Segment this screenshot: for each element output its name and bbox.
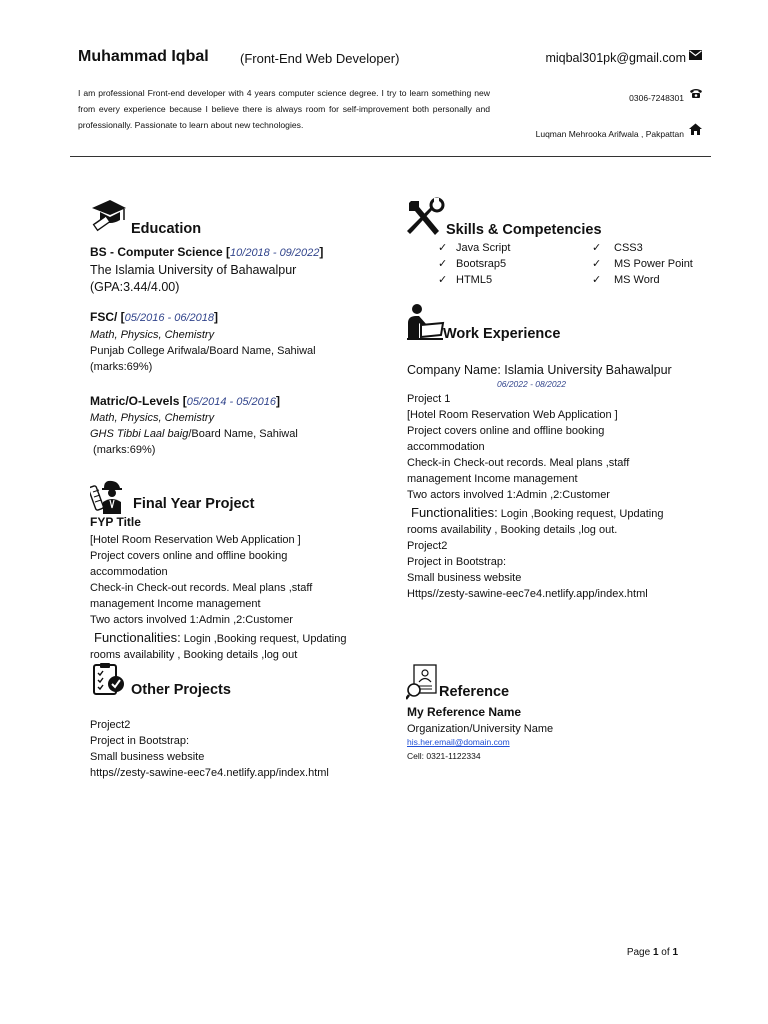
fyp-line: Project covers online and offline booking [90, 550, 288, 562]
check-icon: ✓ [592, 258, 602, 270]
reference-org: Organization/University Name [407, 723, 554, 735]
fyp-title: Final Year Project [133, 496, 255, 512]
work-line: management Income management [407, 473, 578, 485]
reference-cell: Cell: 0321-1122334 [407, 751, 481, 761]
skill-item: ✓ Bootsrap5 [438, 258, 507, 270]
skill-item: ✓ MS Word [592, 274, 660, 286]
other-project-line: Small business website [90, 751, 205, 763]
skill-item: ✓ Java Script [438, 242, 511, 254]
check-icon: ✓ [438, 242, 448, 254]
fyp-line: Two actors involved 1:Admin ,2:Customer [90, 614, 293, 626]
other-project-line: Project2 [90, 719, 131, 731]
work-functionalities: Functionalities: Login ,Booking request, Updating [411, 505, 664, 520]
education-matric-marks: (marks:69%) [90, 444, 156, 456]
fyp-line: [Hotel Room Reservation Web Application ] [90, 534, 301, 546]
work-line: Project2 [407, 540, 448, 552]
other-projects-title: Other Projects [131, 682, 231, 698]
graduation-cap-icon [90, 198, 128, 234]
education-degree-fsc: FSC/ [05/2016 - 06/2018] [90, 310, 218, 324]
check-icon: ✓ [438, 258, 448, 270]
other-project-url[interactable]: https//zesty-sawine-eec7e4.netlify.app/index.html [90, 767, 329, 779]
other-projects-list [90, 717, 329, 781]
other-project-line: Project in Bootstrap: [90, 735, 190, 747]
work-dates: 06/2022 - 08/2022 [497, 379, 567, 389]
education-university: The Islamia University of Bahawalpur [90, 263, 297, 277]
skill-item: ✓ HTML5 [438, 274, 493, 286]
work-line: Check-in Check-out records. Meal plans ,staff [407, 457, 630, 469]
work-company: Company Name: Islamia University Bahawalpur [407, 363, 672, 377]
fyp-line: rooms availability , Booking details ,log out [90, 649, 298, 661]
work-line: accommodation [407, 441, 485, 453]
contact-email[interactable]: miqbal301pk@gmail.com [545, 51, 686, 65]
work-title: Work Experience [443, 326, 561, 342]
work-line: Two actors involved 1:Admin ,2:Customer [407, 489, 610, 501]
reference-email-link[interactable]: his.her.email@domain.com [407, 737, 510, 747]
education-fsc-marks: (marks:69%) [90, 361, 153, 373]
envelope-icon [689, 50, 702, 60]
fyp-description [90, 532, 390, 663]
work-line: Project 1 [407, 393, 451, 405]
resume-search-icon [406, 664, 438, 700]
work-description [407, 391, 707, 602]
fyp-line: Check-in Check-out records. Meal plans ,staff [90, 582, 313, 594]
education-title: Education [131, 221, 202, 237]
home-icon [689, 123, 702, 135]
fyp-line: management Income management [90, 598, 261, 610]
tools-icon [405, 197, 445, 239]
fyp-functionalities: Functionalities: Login ,Booking request, Updating [94, 630, 347, 645]
check-icon: ✓ [592, 242, 602, 254]
work-line: Project in Bootstrap: [407, 556, 507, 568]
work-line: rooms availability , Booking details ,log out. [407, 524, 618, 536]
worker-icon [90, 478, 128, 514]
education-fsc-subjects: Math, Physics, Chemistry [90, 329, 215, 341]
fyp-subtitle: FYP Title [90, 515, 141, 529]
skills-title: Skills & Competencies [446, 222, 602, 238]
check-icon: ✓ [438, 274, 448, 286]
contact-address: Luqman Mehrooka Arifwala , Pakpattan [535, 129, 684, 139]
education-fsc-institution: Punjab College Arifwala/Board Name, Sahiwal [90, 345, 316, 357]
page-indicator: Page 1 of 1 [626, 947, 678, 958]
checklist-icon [92, 662, 126, 696]
education-matric-subjects: Math, Physics, Chemistry [90, 412, 215, 424]
education-degree-bs: BS - Computer Science [10/2018 - 09/2022] [90, 245, 324, 259]
work-line: [Hotel Room Reservation Web Application ] [407, 409, 618, 421]
work-project-url[interactable]: Https//zesty-sawine-eec7e4.netlify.app/index.html [407, 588, 648, 600]
work-line: Small business website [407, 572, 522, 584]
profile-summary: I am professional Front-end developer with 4 years computer science degree. I try to learn something new from every experience because I believe there is always room for self-improvement both personally and professionally. Passionate to learn about new technologies. [78, 88, 490, 130]
skill-item: ✓ MS Power Point [592, 258, 693, 270]
check-icon: ✓ [592, 274, 602, 286]
education-gpa: (GPA:3.44/4.00) [90, 280, 180, 294]
contact-phone: 0306-7248301 [629, 93, 684, 103]
education-degree-matric: Matric/O-Levels [05/2014 - 05/2016] [90, 394, 281, 408]
reference-title: Reference [439, 684, 510, 700]
work-line: Project covers online and offline booking [407, 425, 605, 437]
resume-name: Muhammad Iqbal [78, 48, 209, 65]
reference-name: My Reference Name [407, 705, 522, 719]
resume-role: (Front-End Web Developer) [240, 51, 400, 66]
presenter-icon [405, 303, 445, 341]
header-divider [70, 156, 711, 157]
skill-item: ✓ CSS3 [592, 242, 643, 254]
education-matric-institution: GHS Tibbi Laal baig/Board Name, Sahiwal [90, 428, 298, 440]
telephone-icon [689, 88, 703, 98]
fyp-line: accommodation [90, 566, 168, 578]
